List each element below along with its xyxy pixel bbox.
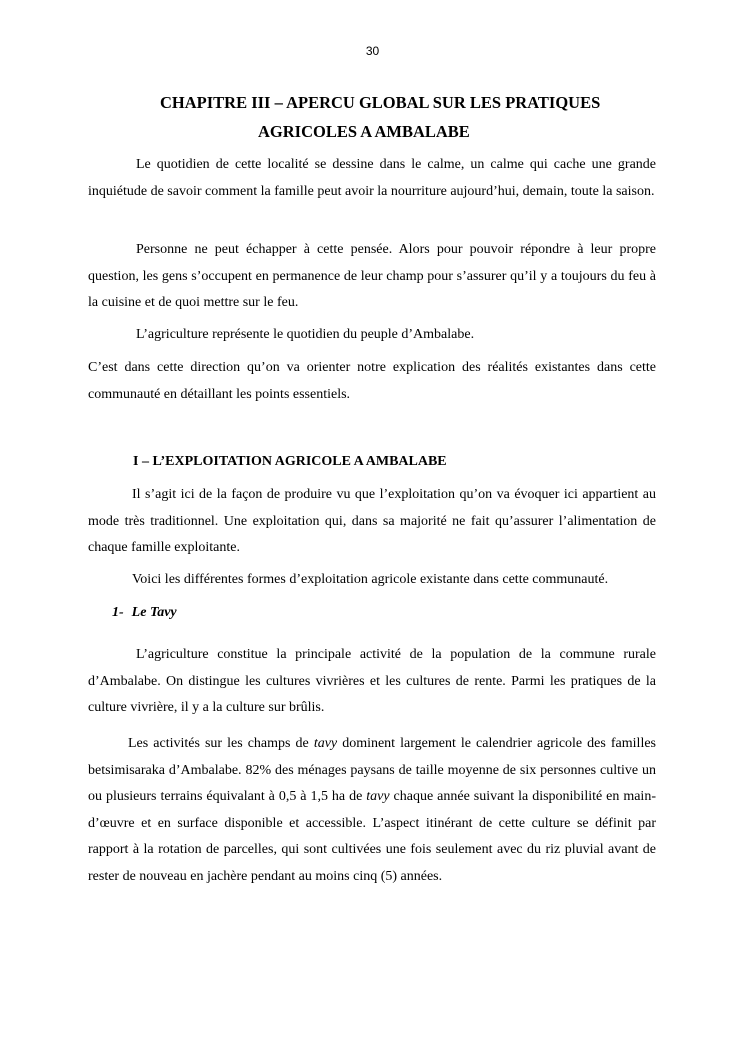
intro-paragraph-4: C’est dans cette direction qu’on va orienter notre explication des réalités existantes dans cette communauté en détaillant les points essentiels. [88,360,656,402]
p2-text-c: chaque année suivant la disponibilité en main-d’œuvre et en surface disponible et accessible. L’aspect itinérant de cette culture se définit par rapport à la rotation de parcelles, qui sont cultivées une fois seulement avec du riz pluvial avant de rester de nouveau en jachère pendant au moins cinq (5) années. [88,789,656,884]
chapter-title-line2: AGRICOLES A AMBALABE [258,122,470,141]
section-paragraph-1: Il s’agit ici de la façon de produire vu que l’exploitation qu’on va évoquer ici appartient au mode très traditionnel. Une exploitation qui, dans sa majorité ne fait qu’assurer l’alimentation de chaque famille exploitante. [88,487,656,555]
chapter-title [160,88,660,146]
subsection-paragraph-2 [88,731,656,890]
tavy-term-1: tavy [313,736,338,751]
chapter-title-line1: CHAPITRE III – APERCU GLOBAL SUR LES PRATIQUES [160,93,601,112]
subsection-number: 1- [112,605,124,620]
subsection-heading [112,603,177,623]
intro-paragraph-1: Le quotidien de cette localité se dessine dans le calme, un calme qui cache une grande inquiétude de savoir comment la famille peut avoir la nourriture aujourd’hui, demain, toute la saison. [88,157,656,199]
tavy-term-2: tavy [366,789,390,804]
subsection-paragraph-1: L’agriculture constitue la principale activité de la population de la commune rurale d’Ambalabe. On distingue les cultures vivrières et les cultures de rente. Parmi les pratiques de la culture vivrière, il y a la culture sur brûlis. [88,647,656,715]
section-heading: I – L’EXPLOITATION AGRICOLE A AMBALABE [133,454,447,469]
page-number: 30 [365,44,380,58]
subsection-title: Le Tavy [131,605,177,620]
intro-paragraph-3: L’agriculture représente le quotidien du peuple d’Ambalabe. [136,327,475,342]
intro-paragraph-2: Personne ne peut échapper à cette pensée. Alors pour pouvoir répondre à leur propre question, les gens s’occupent en permanence de leur champ pour s’assurer qu’il y a toujours du feu à la cuisine et de quoi mettre sur le feu. [88,242,656,310]
section-paragraph-2: Voici les différentes formes d’exploitation agricole existante dans cette communauté. [132,572,609,587]
p2-text-a: Les activités sur les champs de [128,736,314,751]
p2-text-b: dominent largement le calendrier agricole des familles betsimisaraka d’Ambalabe. 82% des ménages paysans de taille moyenne de six personnes cultive un ou plusieurs terrains équivalant à 0,5 à 1,5 ha de [88,736,656,804]
